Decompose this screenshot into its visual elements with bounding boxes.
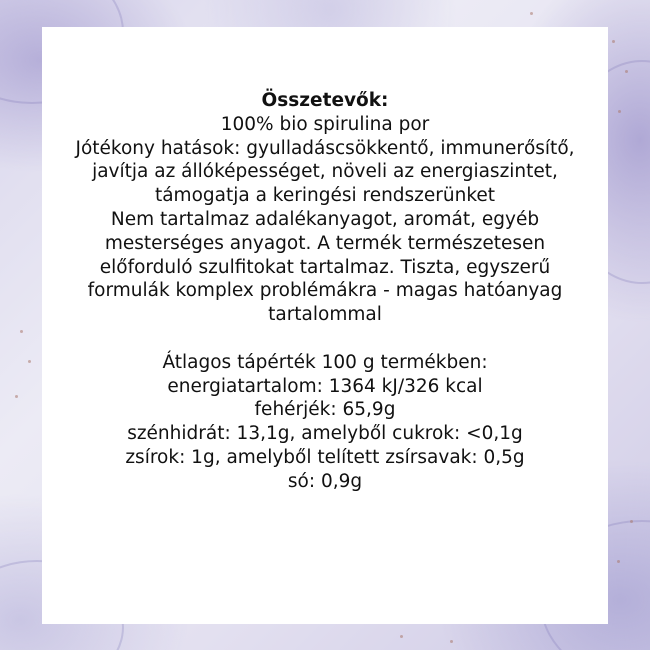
nutrition-line: só: 0,9g bbox=[287, 470, 363, 492]
ingredients-line: mesterséges anyagot. A termék természetesen bbox=[104, 232, 546, 254]
ingredients-line: formulák komplex problémákra - magas hatóanyag bbox=[87, 280, 563, 302]
ingredients-heading: Összetevők: bbox=[261, 90, 389, 111]
ingredients-line: tartalommal bbox=[268, 304, 382, 326]
ingredients-line: 100% bio spirulina por bbox=[220, 113, 430, 135]
ingredients-line: támogatja a keringési rendszerünket bbox=[154, 185, 496, 207]
glitter-speck bbox=[618, 110, 621, 113]
glitter-speck bbox=[530, 12, 533, 15]
glitter-speck bbox=[612, 40, 615, 43]
glitter-speck bbox=[28, 360, 31, 363]
ingredients-line: javítja az állóképességet, növeli az energiaszintet, bbox=[92, 161, 558, 183]
nutrition-heading: Átlagos tápérték 100 g termékben: bbox=[162, 351, 488, 373]
glitter-speck bbox=[400, 635, 403, 638]
ingredients-line: Jótékony hatások: gyulladáscsökkentő, immunerősítő, bbox=[75, 137, 575, 159]
nutrition-line: szénhidrát: 13,1g, amelyből cukrok: <0,1g bbox=[127, 423, 523, 445]
nutrition-line: energiatartalom: 1364 kJ/326 kcal bbox=[167, 375, 483, 397]
nutrition-line: zsírok: 1g, amelyből telített zsírsavak: 0,5g bbox=[125, 446, 525, 468]
info-card bbox=[42, 27, 608, 624]
glitter-speck bbox=[625, 70, 628, 73]
glitter-speck bbox=[630, 520, 633, 523]
ingredients-line: előforduló szulfitokat tartalmaz. Tiszta, egyszerű bbox=[99, 256, 551, 278]
nutrition-line: fehérjék: 65,9g bbox=[254, 399, 396, 421]
glitter-speck bbox=[20, 330, 23, 333]
glitter-speck bbox=[617, 560, 620, 563]
glitter-speck bbox=[15, 395, 18, 398]
product-info bbox=[42, 89, 608, 494]
glitter-speck bbox=[450, 640, 453, 643]
section-spacer bbox=[42, 327, 608, 351]
ingredients-line: Nem tartalmaz adalékanyagot, aromát, egyéb bbox=[110, 208, 540, 230]
